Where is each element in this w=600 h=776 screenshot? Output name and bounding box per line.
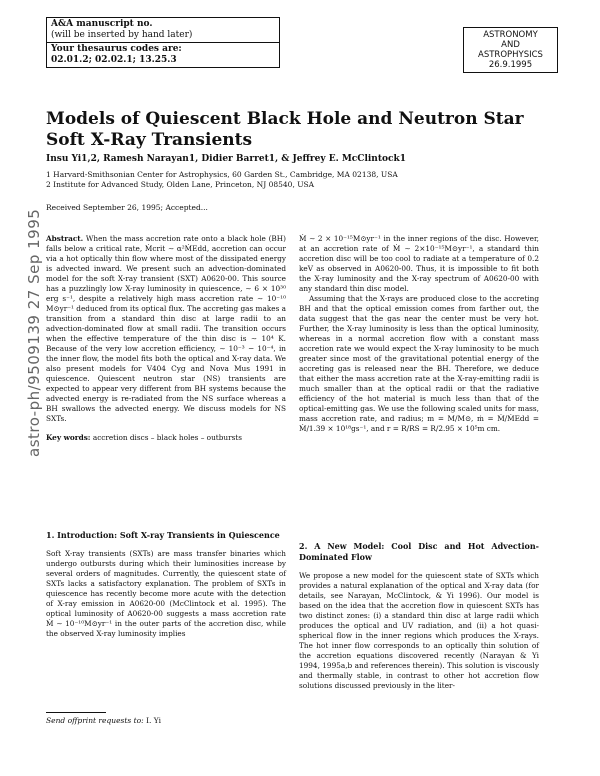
journal-date: 26.9.1995 <box>488 60 533 70</box>
right-paragraph-1: Ṁ ∼ 2 × 10⁻¹⁵M⊙yr⁻¹ in the inner regions of the disc. However, at an accretion rate of Ṁ ∼ 2×10⁻¹⁵M⊙yr⁻¹, a standard thin accretion disc will be too cool to radiate at a temperature of 0.2 keV as observed in A0620-00. Thus, it is impossible to fit both the X-ray luminosity and the X-ray spectrum of A0620-00 with any standard thin disc model. <box>299 234 539 293</box>
journal-line-1: ASTRONOMY <box>483 30 538 40</box>
journal-box <box>463 27 558 73</box>
keywords-text: accretion discs – black holes – outbursts <box>92 433 242 442</box>
footnote-name: I. Yi <box>146 716 162 725</box>
section-2-title: 2. A New Model: Cool Disc and Hot Advection-Dominated Flow <box>299 541 539 562</box>
abstract <box>46 234 286 424</box>
journal-line-3: ASTROPHYSICS <box>478 50 543 60</box>
received-date: Received September 26, 1995; Accepted... <box>46 203 208 212</box>
manuscript-number: A&A manuscript no. <box>51 19 153 29</box>
affiliation-1: 1 Harvard-Smithsonian Center for Astrophysics, 60 Garden St., Cambridge, MA 02138, USA <box>46 170 398 179</box>
right-column <box>299 234 539 434</box>
section-1-title: 1. Introduction: Soft X-ray Transients in Quiescence <box>46 530 280 540</box>
arxiv-stamp-text: astro-ph/9509139 27 Sep 1995 <box>25 208 43 457</box>
thesaurus-codes: 02.01.2; 02.02.1; 13.25.3 <box>51 55 177 65</box>
footnote-rule <box>46 712 106 713</box>
keywords <box>46 433 286 443</box>
affiliations <box>46 170 398 190</box>
footnote-label: Send offprint requests to: <box>46 716 144 725</box>
affiliation-2: 2 Institute for Advanced Study, Olden Lane, Princeton, NJ 08540, USA <box>46 180 315 189</box>
manuscript-note: (will be inserted by hand later) <box>51 30 193 40</box>
abstract-text: When the mass accretion rate onto a black hole (BH) falls below a critical rate, Ṁcrit ∼ α²ṀEdd, accretion can occur via a hot optically thin flow where most of the dissipated energy is advected inward. We present such an advection-dominated model for the soft X-ray transient (SXT) A0620-00. This source has a puzzlingly low X-ray luminosity in quiescence, ∼ 6 × 10³⁰ erg s⁻¹, despite a relatively high mass accretion rate ∼ 10⁻¹⁰ M⊙yr⁻¹ deduced from its optical flux. The accreting gas makes a transition from a standard thin disc at large radii to an advection-dominated flow at small radii. The transition occurs when the effective temperature of the thin disc is ∼ 10⁴ K. Because of the very low accretion efficiency, ∼ 10⁻³ − 10⁻⁴, in the inner flow, the model fits both the optical and X-ray data. We also present models for V404 Cyg and Nova Mus 1991 in quiescence. Quiescent neutron star (NS) transients are expected to appear very different from BH systems because the advected energy is re-radiated from the NS surface whereas a BH swallows the advected energy. We discuss models for NS SXTs. <box>46 234 286 423</box>
journal-line-2: AND <box>501 40 520 50</box>
section-2 <box>299 541 539 691</box>
manuscript-box <box>46 17 280 68</box>
section-1-body: Soft X-ray transients (SXTs) are mass transfer binaries which undergo outbursts during which their luminosities increase by several orders of magnitudes. Currently, the quiescent state of SXTs lacks a satisfactory explanation. The problem of SXTs in quiescence has recently become more acute with the detection of X-ray emission in A0620-00 (McClintock et al. 1995). The optical luminosity of A0620-00 suggests a mass accretion rate Ṁ ∼ 10⁻¹⁰M⊙yr⁻¹ in the outer parts of the accretion disc, while the observed X-ray luminosity implies <box>46 549 286 638</box>
keywords-label: Key words: <box>46 433 91 442</box>
section-1 <box>46 530 286 639</box>
arxiv-stamp <box>22 180 44 460</box>
left-column <box>46 234 286 443</box>
right-paragraph-2: Assuming that the X-rays are produced close to the accreting BH and that the optical emission comes from farther out, the data suggest that the gas near the center must be very hot. Further, the X-ray luminosity is less than the optical luminosity, whereas in a normal accretion flow with a constant mass accretion rate we would expect the X-ray luminosity to be much greater since most of the gravitational potential energy of the accreting gas is released near the BH. Therefore, we deduce that either the mass accretion rate at the X-ray-emitting radii is much smaller than at the optical radii or that the radiative efficiency of the hot material is much less than that of the optical-emitting gas. We use the following scaled units for mass, mass accretion rate, and radius; m = M/M⊙, ṁ = Ṁ/ṀEdd = Ṁ/1.39 × 10¹⁸gs⁻¹, and r = R/RS = R/2.95 × 10⁵m cm. <box>299 294 539 433</box>
thesaurus-label: Your thesaurus codes are: <box>51 44 182 54</box>
section-2-body: We propose a new model for the quiescent state of SXTs which provides a natural explanation of the optical and X-ray data (for details, see Narayan, McClintock, & Yi 1996). Our model is based on the idea that the accretion flow in quiescent SXTs has two distinct zones: (i) a standard thin disc at large radii which produces the optical and UV radiation, and (ii) a hot quasi-spherical flow in the inner regions which produces the X-rays. The hot inner flow corresponds to an optically thin solution of the accretion equations discovered recently (Narayan & Yi 1994, 1995a,b and references therein). This solution is viscously and thermally stable, in contrast to other hot accretion flow solutions discussed previously in the liter- <box>299 571 539 690</box>
paper-title: Models of Quiescent Black Hole and Neutron Star Soft X-Ray Transients <box>46 109 524 150</box>
author-list: Insu Yi1,2, Ramesh Narayan1, Didier Barret1, & Jeffrey E. McClintock1 <box>46 154 406 164</box>
abstract-label: Abstract. <box>46 234 84 243</box>
footnote <box>46 716 161 725</box>
